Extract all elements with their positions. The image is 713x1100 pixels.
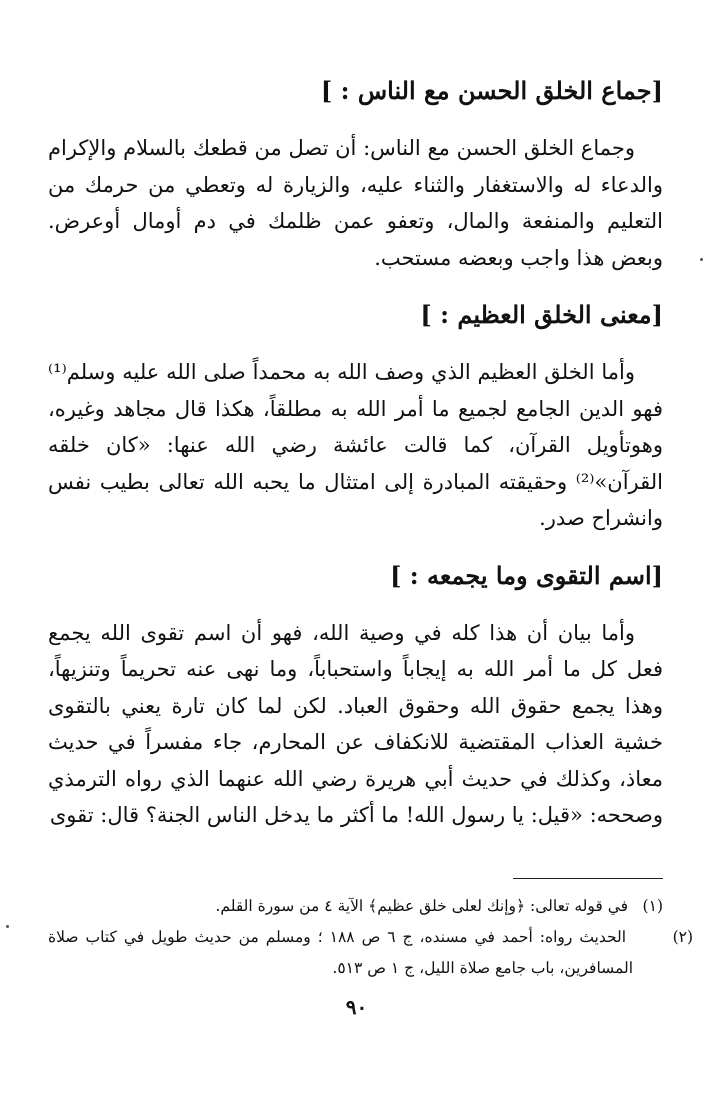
paragraph-great-character: وأما الخلق العظيم الذي وصف الله به محمداً صلى الله عليه وسلم⁽¹⁾ فهو الدين الجامع لجميع ما أمر الله به مطلقاً، هكذا قال مجاهد وغيره، وهوتأويل القرآن، كما قالت عائشة رضي الله عنها: «كان خلقه القرآن»⁽²⁾ وحقيقته المبادرة إلى امتثال ما يحبه الله تعالى بطيب نفس وانشراح صدر. [48, 360, 663, 530]
margin-dot [6, 925, 9, 928]
main-text [48, 70, 663, 852]
paragraph-good-manners: وجماع الخلق الحسن مع الناس: أن تصل من قطعك بالسلام والإكرام والدعاء له والاستغفار والثناء عليه، والزيارة له وتعطي من حرمك من التعليم والمنفعة والمال، وتعفو عمن ظلمك في دم أومال أوعرض. وبعض هذا واجب وبعضه مستحب. [48, 136, 663, 270]
section-heading-great-character: [معنى الخلق العظيم : ] [420, 300, 663, 329]
footnotes [48, 878, 694, 984]
footnote-separator [513, 878, 663, 879]
page-number: ٩٠ [345, 995, 368, 1019]
footnote-1-text: في قوله تعالى: ﴿وإنك لعلى خلق عظيم﴾ الآية ٤ من سورة القلم. [215, 897, 629, 915]
section-heading-good-manners: [جماع الخلق الحسن مع الناس : ] [320, 76, 663, 105]
margin-dot [700, 258, 703, 261]
footnote-2 [48, 922, 694, 984]
footnote-2-number: (٢) [672, 928, 694, 946]
paragraph-taqwa: وأما بيان أن هذا كله في وصية الله، فهو أن اسم تقوى الله يجمع فعل كل ما أمر الله به إيجاباً واستحباباً، وما نهى عنه تحريماً وتنزيهاً، وهذا يجمع حقوق الله وحقوق العباد. لكن لما كان تارة يعني بالتقوى خشية العذاب المقتضية للانكفاف عن المحارم، جاء مفسراً في حديث معاذ، وكذلك في حديث أبي هريرة رضي الله عنهما الذي رواه الترمذي وصححه: «قيل: يا رسول الله! ما أكثر ما يدخل الناس الجنة؟ قال: تقوى [48, 620, 663, 827]
section-heading-taqwa: [اسم التقوى وما يجمعه : ] [390, 560, 663, 590]
footnote-1-number: (١) [642, 897, 663, 915]
footnote-2-text: الحديث رواه: أحمد في مسنده، ج ٦ ص ١٨٨ ؛ ومسلم من حديث طويل في كتاب صلاة المسافرين، باب جامع صلاة الليل، ج ١ ص ٥١٣. [48, 928, 633, 977]
footnote-1 [48, 891, 663, 922]
